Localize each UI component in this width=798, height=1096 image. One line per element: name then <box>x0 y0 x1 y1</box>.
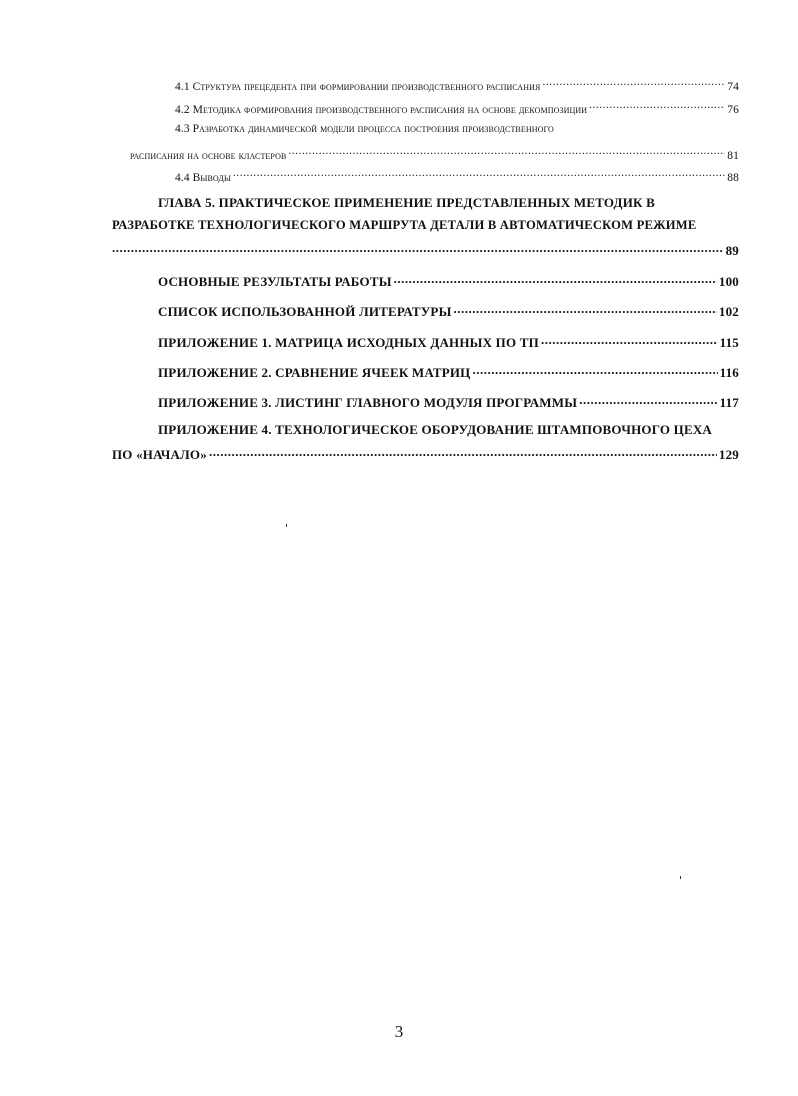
toc-entry-title: ПРИЛОЖЕНИЕ 1. МАТРИЦА ИСХОДНЫХ ДАННЫХ ПО ТП <box>158 335 539 350</box>
toc-page-number: 115 <box>719 335 739 350</box>
toc-page-number: 100 <box>718 274 739 289</box>
toc-entry-title: СПИСОК ИСПОЛЬЗОВАННОЙ ЛИТЕРАТУРЫ <box>158 304 452 319</box>
toc-page-number: 129 <box>718 447 739 462</box>
scan-speck <box>286 524 287 527</box>
toc-entry-literature <box>158 303 739 318</box>
toc-entry-results <box>158 273 739 288</box>
toc-entry-title: расписания на основе кластеров <box>130 149 287 162</box>
toc-entry-4-3 <box>130 147 739 162</box>
toc-entry-4-1 <box>175 78 739 93</box>
toc-chapter-5 <box>112 242 739 257</box>
toc-leader-dots <box>209 446 717 459</box>
toc-page-number: 89 <box>725 243 739 258</box>
toc-chapter-5-line1: ГЛАВА 5. ПРАКТИЧЕСКОЕ ПРИМЕНЕНИЕ ПРЕДСТАВЛЕННЫХ МЕТОДИК В <box>158 195 655 210</box>
toc-page-number: 102 <box>718 304 739 319</box>
toc-leader-dots <box>541 334 718 347</box>
toc-entry-title: ПО «НАЧАЛО» <box>112 447 207 462</box>
toc-entry-appendix-1 <box>158 334 739 349</box>
toc-leader-dots <box>579 394 717 407</box>
toc-entry-appendix-3 <box>158 394 739 409</box>
toc-page-number: 74 <box>727 80 739 93</box>
toc-entry-title: 4.2 Методика формирования производственного расписания на основе декомпозиции <box>175 103 588 116</box>
toc-leader-dots <box>112 242 724 255</box>
toc-entry-appendix-2 <box>158 364 739 379</box>
toc-entry-appendix-4 <box>112 446 739 461</box>
toc-page-number: 116 <box>719 365 739 380</box>
toc-appendix-4-line1: ПРИЛОЖЕНИЕ 4. ТЕХНОЛОГИЧЕСКОЕ ОБОРУДОВАНИЕ ШТАМПОВОЧНОГО ЦЕХА <box>158 422 713 437</box>
scan-speck <box>680 876 681 879</box>
toc-leader-dots <box>589 101 725 113</box>
toc-chapter-5-line2: РАЗРАБОТКЕ ТЕХНОЛОГИЧЕСКОГО МАРШРУТА ДЕТАЛИ В АВТОМАТИЧЕСКОМ РЕЖИМЕ <box>112 218 697 232</box>
toc-entry-title: 4.1 Структура прецедента при формировании производственного расписания <box>175 80 541 93</box>
toc-entry-4-3-line1: 4.3 Разработка динамической модели процесса построения производственного <box>175 123 554 135</box>
toc-leader-dots <box>454 303 717 316</box>
toc-page-number: 76 <box>727 103 739 116</box>
toc-page-number: 88 <box>727 171 739 184</box>
page-number: 3 <box>394 1022 404 1041</box>
toc-leader-dots <box>394 273 717 286</box>
toc-leader-dots <box>543 78 726 90</box>
toc-entry-4-2 <box>175 101 739 116</box>
toc-leader-dots <box>288 147 725 159</box>
toc-entry-title: ПРИЛОЖЕНИЕ 2. СРАВНЕНИЕ ЯЧЕЕК МАТРИЦ <box>158 365 471 380</box>
toc-page-number: 81 <box>727 149 739 162</box>
toc-leader-dots <box>233 169 725 181</box>
toc-leader-dots <box>472 364 717 377</box>
toc-entry-title: ПРИЛОЖЕНИЕ 3. ЛИСТИНГ ГЛАВНОГО МОДУЛЯ ПРОГРАММЫ <box>158 395 578 410</box>
toc-entry-title: 4.4 Выводы <box>175 171 232 184</box>
toc-entry-4-4 <box>175 169 739 184</box>
toc-page-number: 117 <box>719 395 739 410</box>
toc-entry-title: ОСНОВНЫЕ РЕЗУЛЬТАТЫ РАБОТЫ <box>158 274 392 289</box>
